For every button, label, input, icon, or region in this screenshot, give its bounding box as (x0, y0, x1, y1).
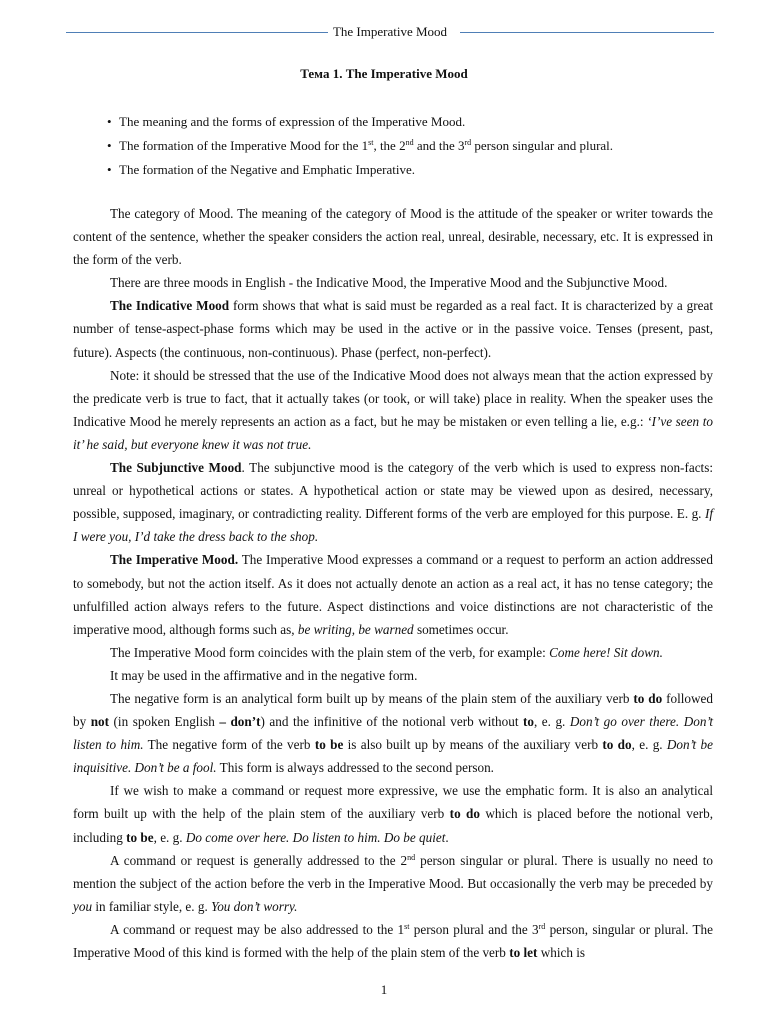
paragraph-subjunctive: The Subjunctive Mood. The subjunctive mood is the category of the verb which is used to express non-facts: unreal or hypothetical actions or states. A hypothetical action or state may be viewed upon as desired, necessary, possible, supposed, imaginary, or contradicting reality. Different forms of the verb are employed for this purpose. E. g. If I were you, I’d take the dress back to the shop. (73, 460, 714, 545)
header-title: The Imperative Mood (332, 24, 448, 39)
paragraph-first-third-person: A command or request may be also addressed to the 1st person plural and the 3rd person, singular or plural. The Imperative Mood of this kind is formed with the help of the plain stem of the verb to let which is (73, 921, 713, 960)
paragraph-affirmative-negative: It may be used in the affirmative and in the negative form. (110, 667, 418, 683)
paragraph-mood-category: The category of Mood. The meaning of the category of Mood is the attitude of the speaker or writer towards the content of the sentence, whether the speaker considers the action real, unreal, desirable, necessary, etc. It is expressed in the form of the verb. (73, 206, 713, 268)
list-item: • The formation of the Imperative Mood for the 1st, the 2nd and the 3rd person singular and plural. (107, 134, 707, 158)
running-header (66, 22, 714, 42)
paragraph-emphatic-form: If we wish to make a command or request more expressive, we use the emphatic form. It is also an analytical form built up with the help of the plain stem of the auxiliary verb to do which is placed before the notional verb, including to be, e. g. Do come over here. Do listen to him. Do be quiet. (73, 783, 713, 845)
list-item: • The meaning and the forms of expression of the Imperative Mood. (107, 110, 707, 134)
bullet-icon: • (107, 162, 112, 177)
page-title: Тема 1. The Imperative Mood (300, 66, 468, 81)
paragraph-note: Note: it should be stressed that the use of the Indicative Mood does not always mean that the action expressed by the predicate verb is true to fact, that it actually takes (or took, or will take) place in reality. When the speaker uses the Indicative Mood he merely represents an action as a fact, but he may be mistaken or even telling a lie, e.g.: ‘I’ve seen to it’ he said, but everyone knew it was not true. (73, 367, 713, 452)
paragraph-negative-form: The negative form is an analytical form built up by means of the plain stem of the auxiliary verb to do followed by not (in spoken English – don’t) and the infinitive of the notional verb without to, e. g. Don’t go over there. Don’t listen to him. The negative form of the verb to be is also built up by means of the auxiliary verb to do, e. g. Don’t be inquisitive. Don’t be a fool. This form is always addressed to the second person. (73, 690, 714, 776)
paragraph-second-person: A command or request is generally addressed to the 2nd person singular or plural. There is usually no need to mention the subject of the action before the verb in the Imperative Mood. But occasionally the verb may be preceded by you in familiar style, e. g. You don’t worry. (73, 852, 713, 914)
page-number: 1 (380, 982, 388, 997)
list-item: • The formation of the Negative and Emphatic Imperative. (107, 158, 707, 182)
header-rule-right (460, 32, 714, 33)
bullet-icon: • (107, 114, 112, 129)
bullet-icon: • (107, 138, 112, 153)
paragraph-three-moods: There are three moods in English - the Indicative Mood, the Imperative Mood and the Subjunctive Mood. (110, 275, 668, 291)
document-body (73, 202, 713, 964)
paragraph-imperative: The Imperative Mood. The Imperative Mood expresses a command or a request to perform an action addressed to somebody, but not the action itself. As it does not actually denote an action as a real act, it has no tense category; the unfulfilled action always refers to the future. Aspect distinctions and voice distinctions are not characteristic of the imperative mood, although forms such as, be writing, be warned sometimes occur. (73, 552, 713, 637)
paragraph-plain-stem: The Imperative Mood form coincides with the plain stem of the verb, for example: Come here! Sit down. (110, 644, 663, 660)
paragraph-indicative: The Indicative Mood form shows that what is said must be regarded as a real fact. It is characterized by a great number of tense-aspect-phase forms which may be used in the active or in the passive voice. Tenses (present, past, future). Aspects (the continuous, non-continuous). Phase (perfect, non-perfect). (73, 298, 713, 360)
topic-list (107, 110, 707, 182)
